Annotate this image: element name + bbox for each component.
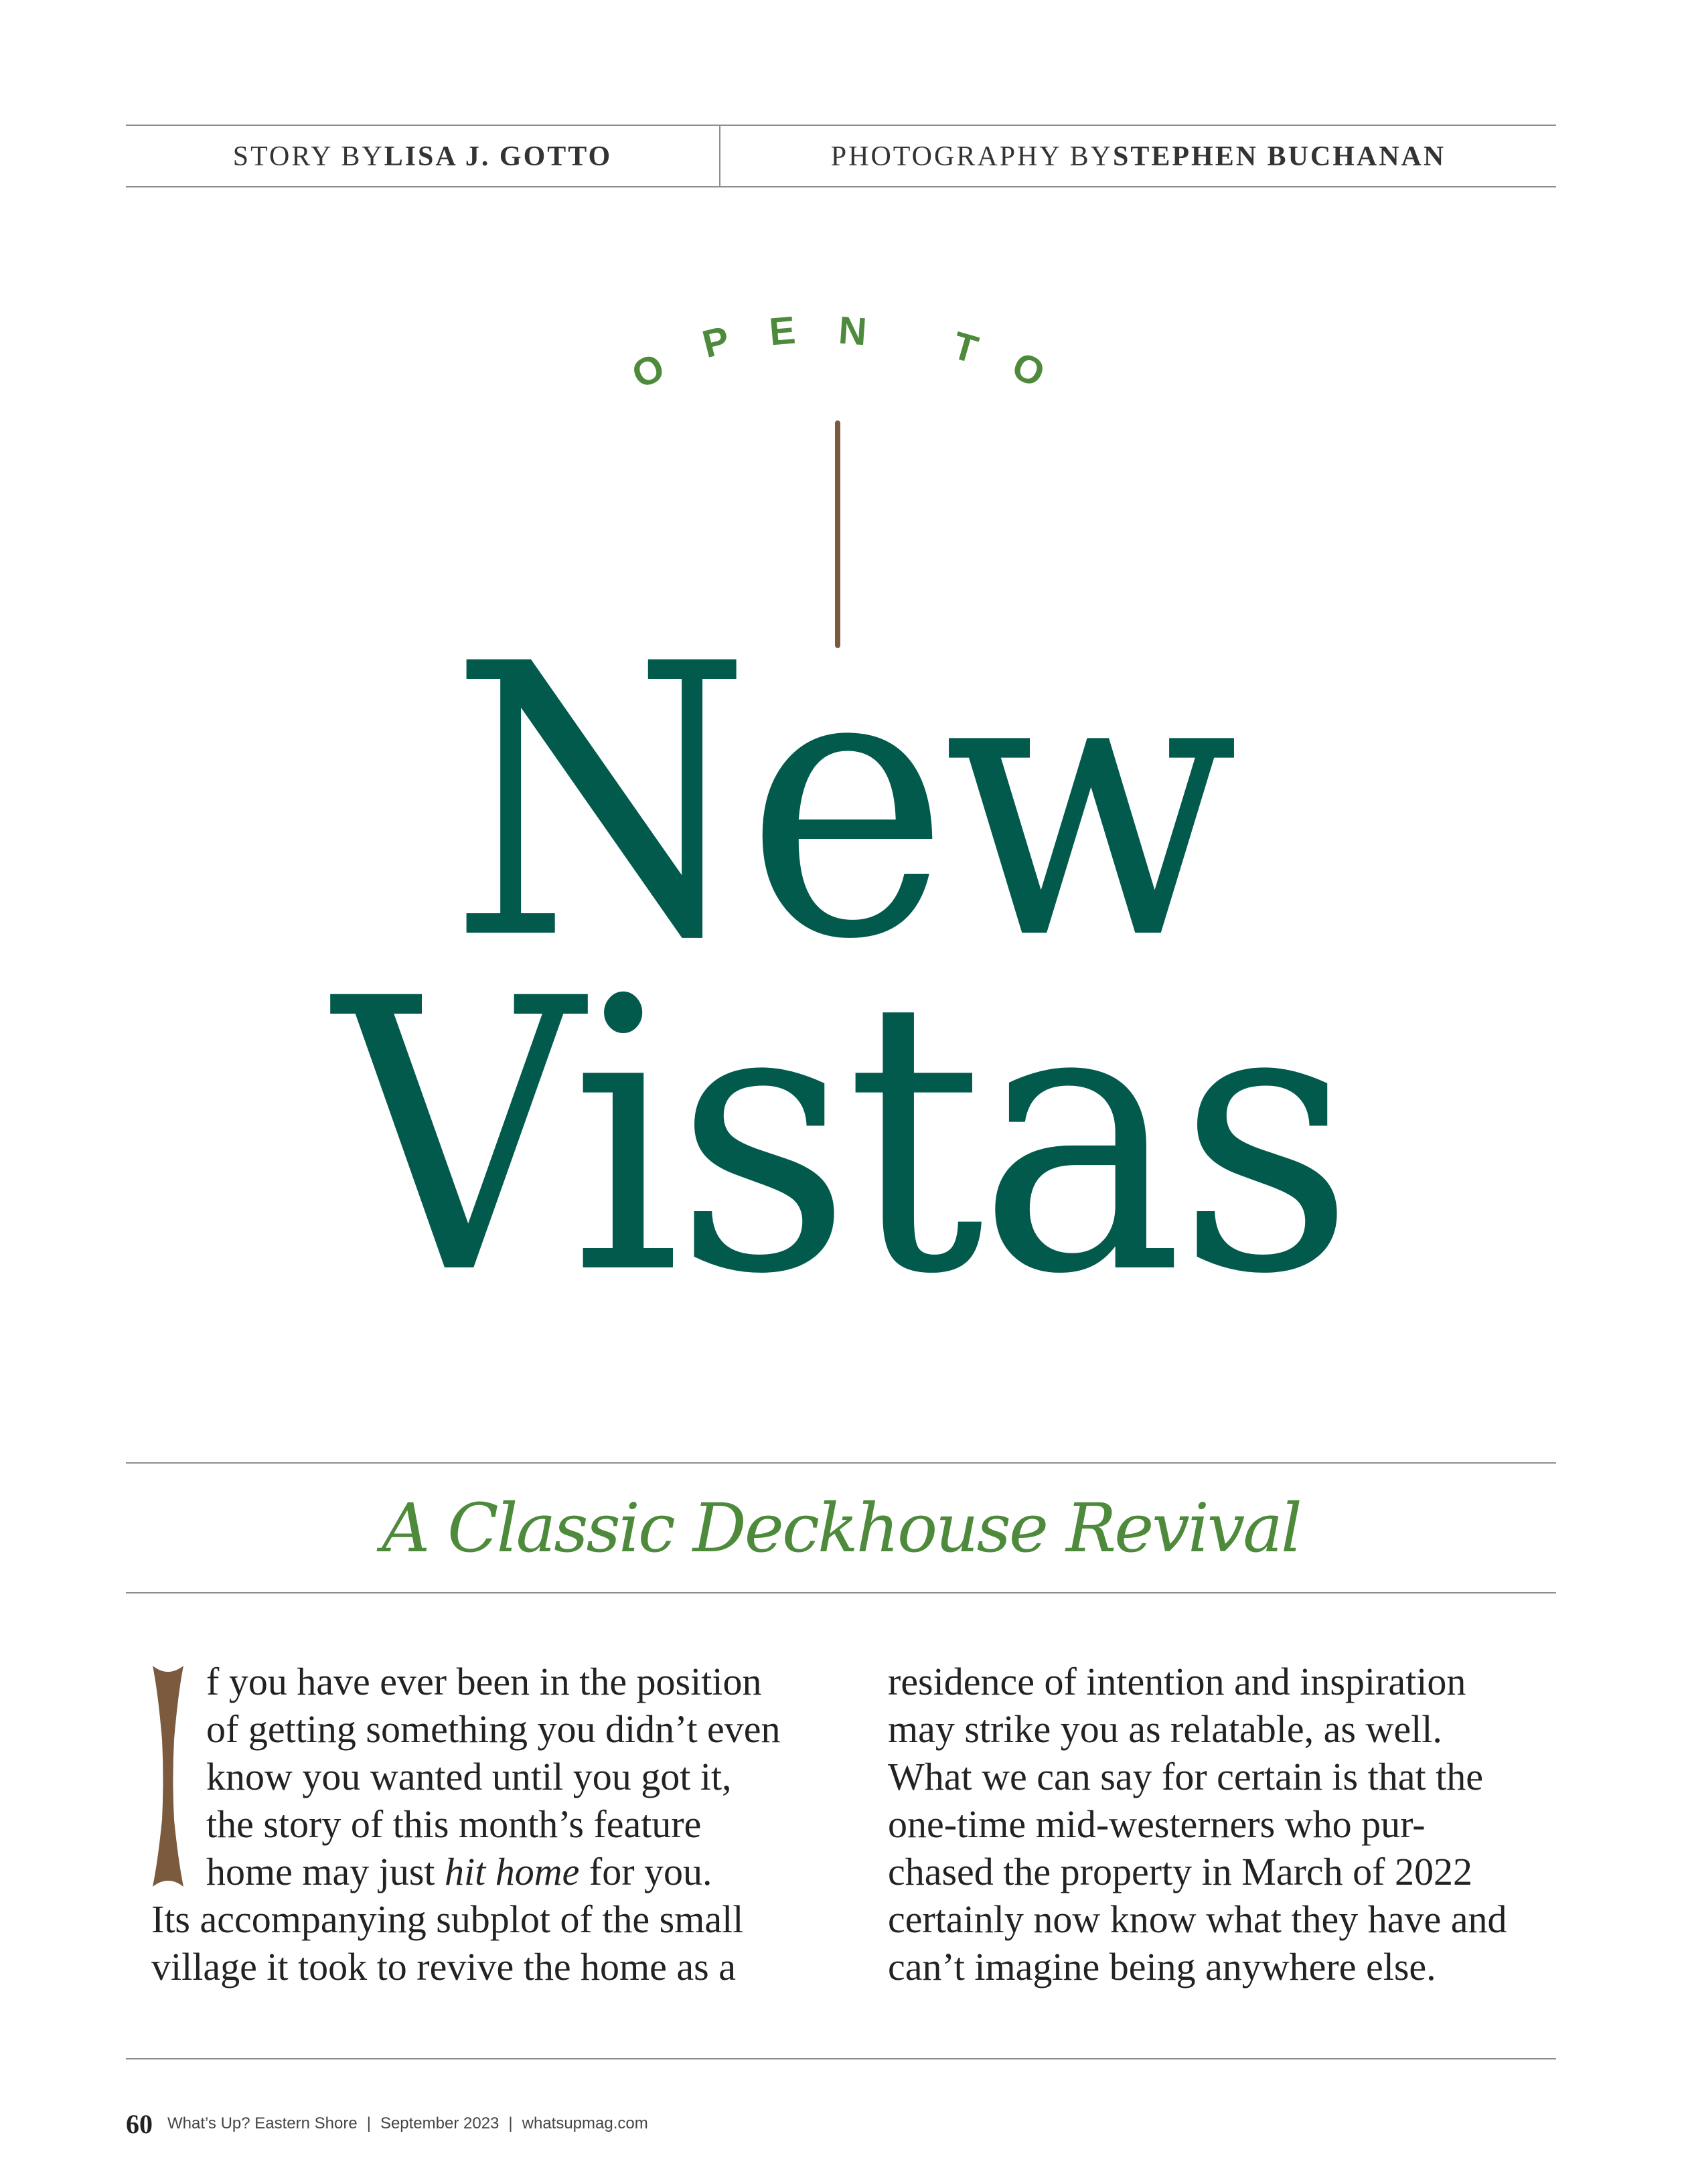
body-line: of getting something you didn’t even — [206, 1707, 781, 1751]
story-author: LISA J. GOTTO — [384, 141, 613, 172]
kicker-letter-n: N — [837, 308, 868, 354]
kicker-letter-t: T — [947, 323, 983, 372]
body-column-right — [888, 1658, 1557, 1991]
body-emphasis: hit home — [445, 1850, 580, 1893]
body-text: for you. — [579, 1850, 712, 1893]
body-line: the story of this month’s feature — [206, 1802, 702, 1846]
footer-separator: | — [508, 2114, 513, 2132]
website-url: whatsupmag.com — [522, 2114, 648, 2132]
title-kicker — [0, 0, 1682, 428]
subtitle-bottom-rule — [126, 1592, 1556, 1593]
kicker-letter-o2: O — [1006, 343, 1051, 396]
body-line: residence of intention and inspiration — [888, 1660, 1466, 1703]
kicker-letter-o: O — [625, 345, 671, 398]
footer-rule — [126, 2058, 1556, 2059]
body-line: village it took to revive the home as a — [151, 1945, 736, 1988]
photo-credit-prefix: PHOTOGRAPHY BY — [830, 141, 1113, 172]
body-line: What we can say for certain is that the — [888, 1755, 1483, 1798]
page-footer — [126, 2104, 648, 2144]
photographer: STEPHEN BUCHANAN — [1113, 141, 1446, 172]
body-line: can’t imagine being anywhere else. — [888, 1945, 1436, 1988]
issue-date: September 2023 — [380, 2114, 500, 2132]
title-line-2: Vistas — [333, 920, 1349, 1356]
body-text: home may just — [206, 1850, 445, 1893]
body-line — [151, 1848, 808, 1895]
kicker-letter-e: E — [767, 308, 797, 354]
body-line: Its accompanying subplot of the small — [151, 1897, 744, 1941]
subtitle: A Classic Deckhouse Revival — [382, 1488, 1300, 1567]
body-column-left — [151, 1658, 808, 1991]
publication-name: What’s Up? Eastern Shore — [167, 2114, 358, 2132]
story-credit-prefix: STORY BY — [232, 141, 384, 172]
body-line: f you have ever been in the position — [206, 1660, 762, 1703]
page-number: 60 — [126, 2108, 153, 2139]
body-line: may strike you as relatable, as well. — [888, 1707, 1442, 1751]
body-line: certainly now know what they have and — [888, 1897, 1507, 1941]
body-line: chased the property in March of 2022 — [888, 1850, 1472, 1893]
body-line: know you wanted until you got it, — [206, 1755, 732, 1798]
title-line-1: New — [449, 585, 1233, 1022]
footer-separator: | — [366, 2114, 371, 2132]
body-line: one-time mid-westerners who pur- — [888, 1802, 1426, 1846]
kicker-letter-p: P — [698, 317, 734, 367]
